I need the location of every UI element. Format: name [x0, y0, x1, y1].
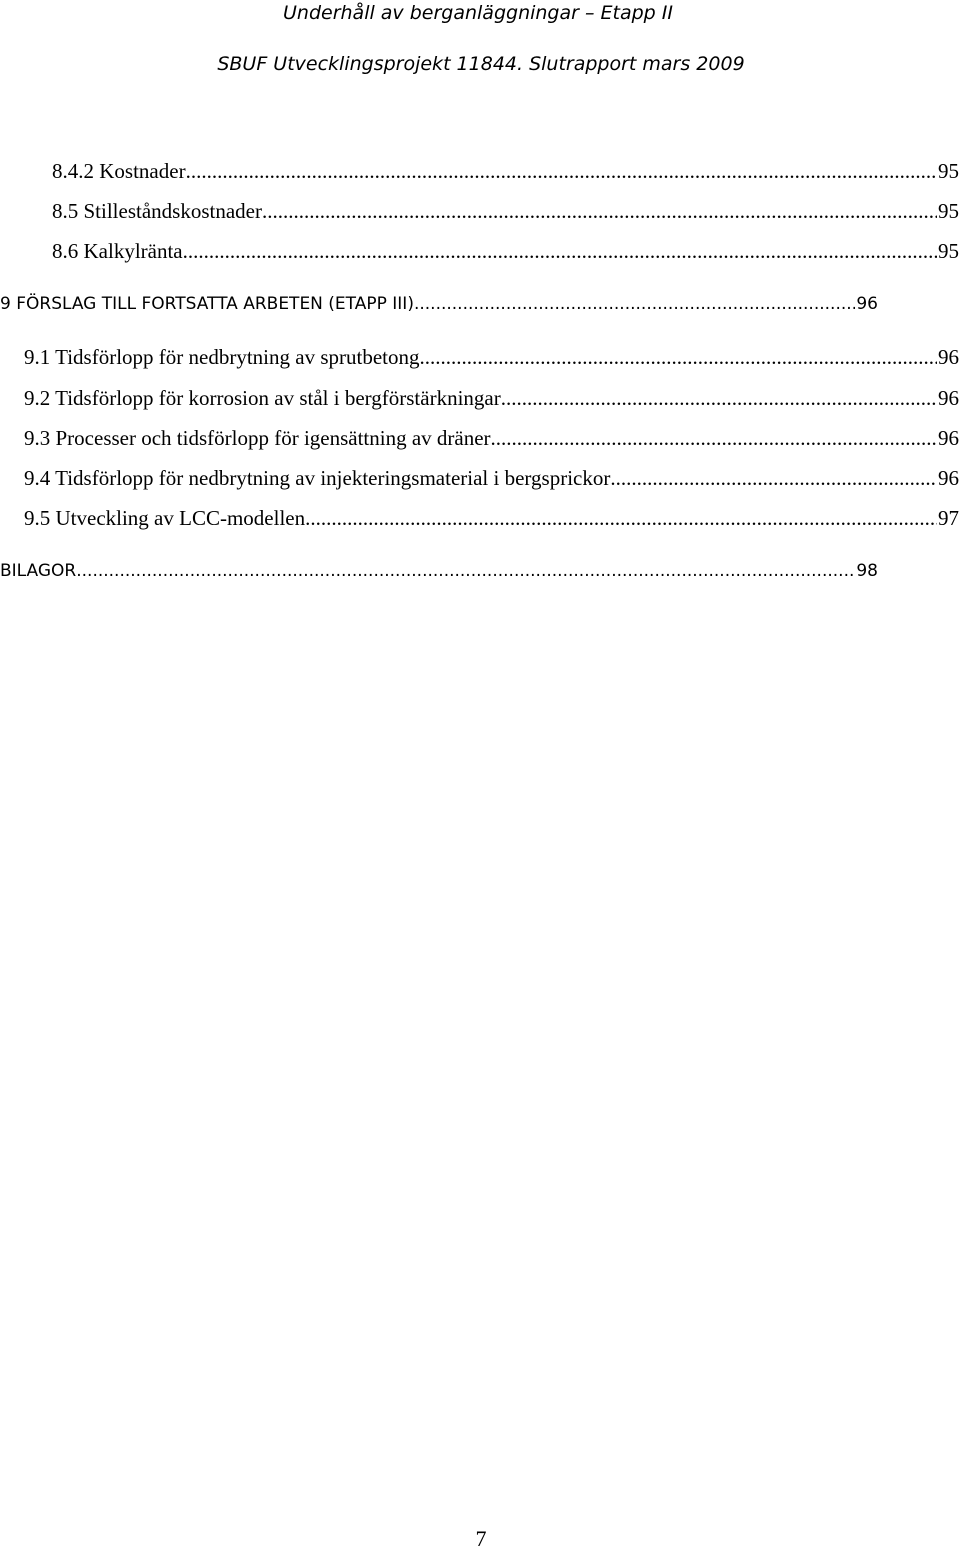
running-header-title: Underhåll av berganläggningar – Etapp II [283, 2, 673, 24]
toc-dot-leader [183, 236, 937, 266]
toc-page-number: 98 [856, 561, 878, 581]
toc-entry-label: 8.5 Stilleståndskostnader [52, 199, 262, 223]
toc-entry-label: 9.1 Tidsförlopp för nedbrytning av sprutbetong [24, 345, 420, 369]
toc-page-number: 96 [938, 426, 959, 450]
toc-entry-label: 9.2 Tidsförlopp för korrosion av stål i bergförstärkningar [24, 386, 501, 410]
toc-dot-leader [610, 463, 937, 493]
page-number: 7 [475, 1526, 487, 1551]
toc-page-number: 95 [938, 239, 959, 263]
toc-entry-label: 8.4.2 Kostnader [52, 159, 186, 183]
toc-page-number: 96 [856, 294, 878, 314]
toc-page-number: 97 [938, 506, 959, 530]
toc-dot-leader [186, 156, 937, 186]
toc-entry-9-5[interactable] [24, 503, 959, 533]
toc-dot-leader [76, 556, 855, 586]
toc-entry-label: 9.5 Utveckling av LCC-modellen [24, 506, 306, 530]
toc-dot-leader [305, 503, 937, 533]
toc-entry-9-1[interactable] [24, 342, 959, 372]
toc-entry-8-5[interactable] [52, 196, 959, 226]
toc-page-number: 96 [938, 345, 959, 369]
toc-entry-label: 9.4 Tidsförlopp för nedbrytning av injekteringsmaterial i bergsprickor [24, 466, 611, 490]
toc-entry-9-4[interactable] [24, 463, 959, 493]
running-header-subtitle: SBUF Utvecklingsprojekt 11844. Slutrapport mars 2009 [217, 53, 745, 75]
toc-entry-label: 9.3 Processer och tidsförlopp för igensättning av dräner [24, 426, 491, 450]
toc-page-number: 95 [938, 199, 959, 223]
toc-dot-leader [419, 342, 937, 372]
toc-entry-label: 8.6 Kalkylränta [52, 239, 183, 263]
toc-entry-bilagor[interactable] [0, 556, 878, 586]
toc-page-number: 95 [938, 159, 959, 183]
toc-dot-leader [414, 289, 855, 319]
toc-entry-label: 9 FÖRSLAG TILL FORTSATTA ARBETEN (ETAPP III) [0, 294, 414, 314]
toc-dot-leader [491, 423, 937, 453]
toc-entry-9-3[interactable] [24, 423, 959, 453]
toc-entry-label: BILAGOR [0, 561, 77, 581]
toc-entry-chapter-9[interactable] [0, 289, 878, 319]
toc-dot-leader [262, 196, 937, 226]
toc-page-number: 96 [938, 466, 959, 490]
toc-page-number: 96 [938, 386, 959, 410]
toc-entry-9-2[interactable] [24, 383, 959, 413]
toc-entry-8-6[interactable] [52, 236, 959, 266]
toc-dot-leader [501, 383, 937, 413]
toc-entry-8-4-2[interactable] [52, 156, 959, 186]
